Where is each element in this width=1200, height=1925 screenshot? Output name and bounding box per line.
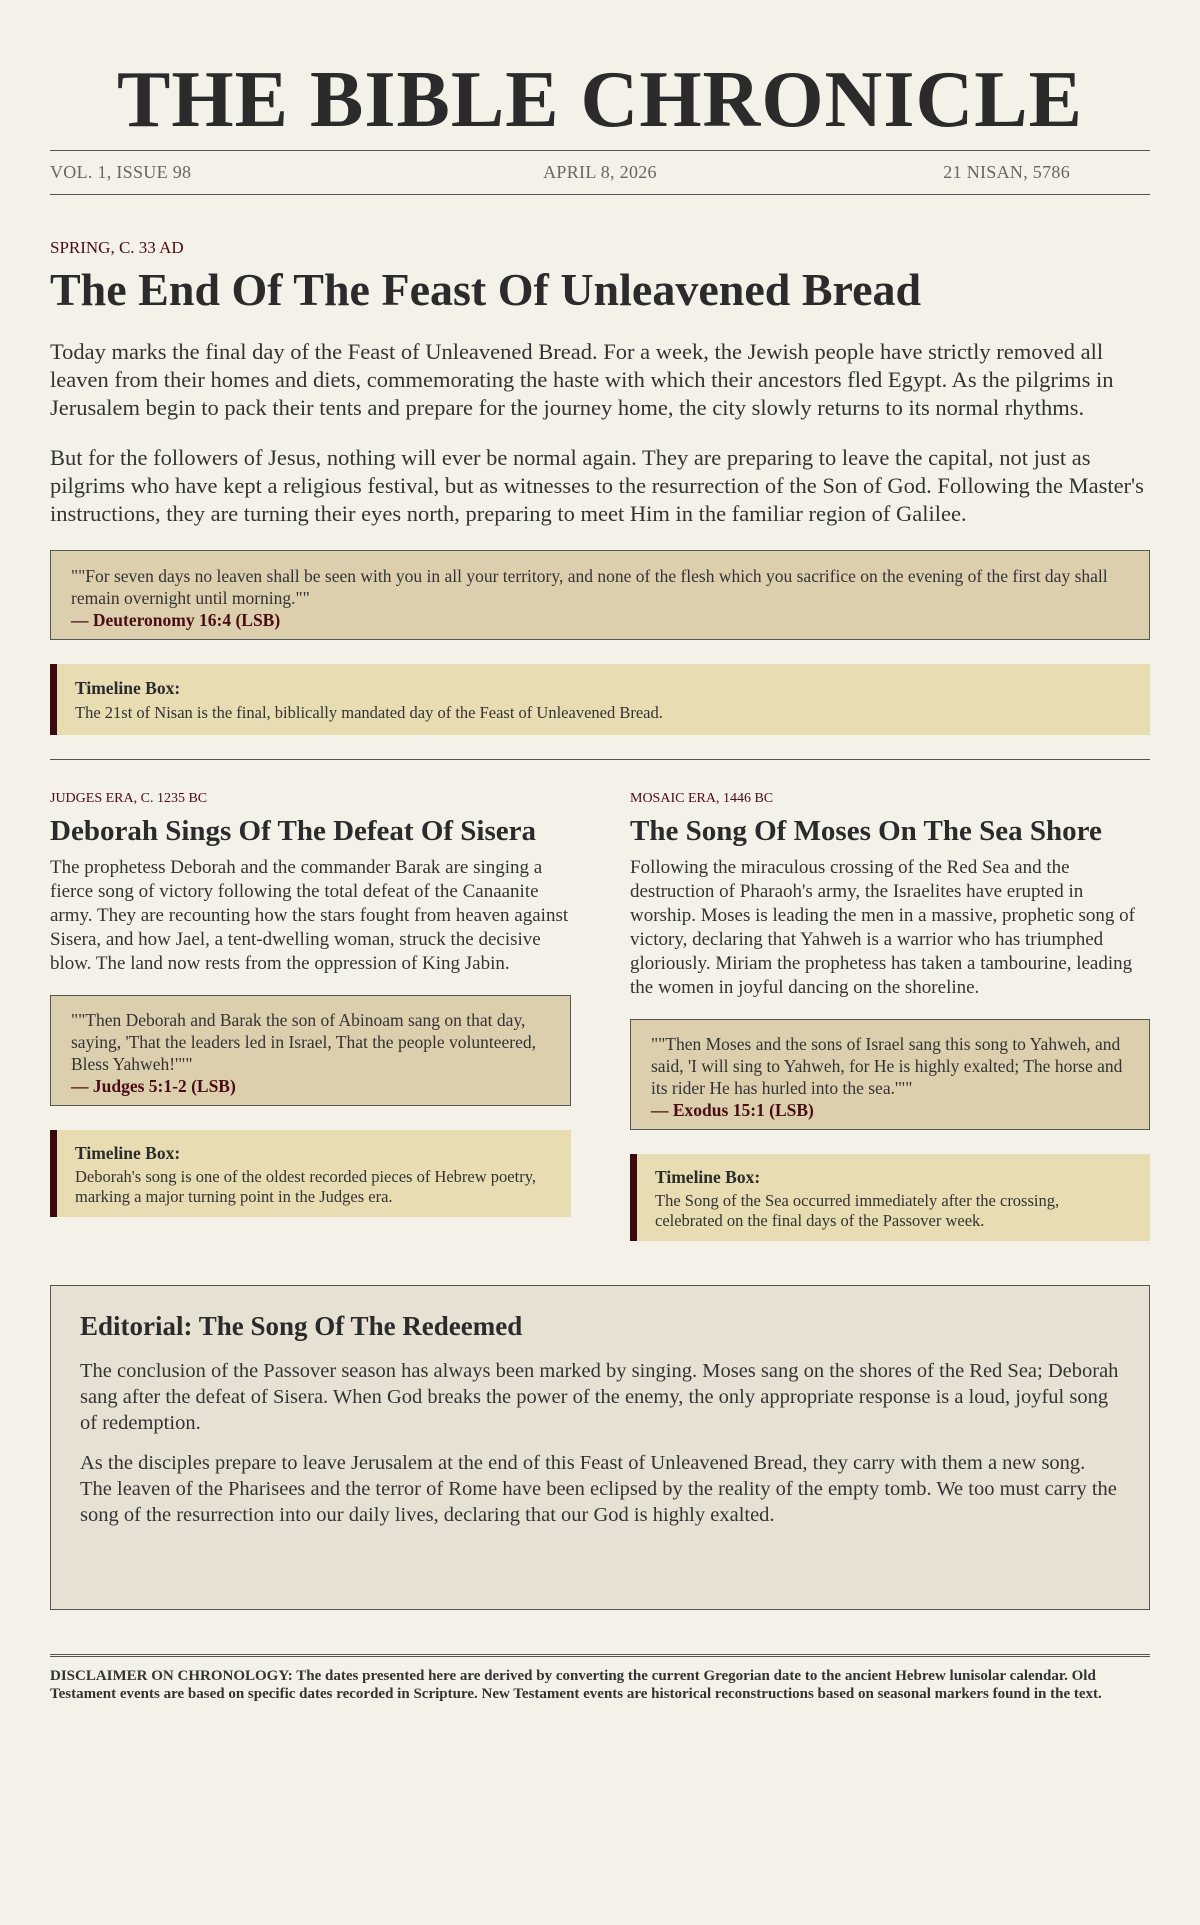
article-paragraph: The prophetess Deborah and the commander Barak are singing a fierce song of victory following the total defeat of the Canaanite army. They are recounting how the stars fought from heaven against Sisera, and how Jael, a tent-dwelling woman, struck the decisive blow. The land now rests from the oppression of King Jabin. (50, 857, 569, 974)
chronology-disclaimer: DISCLAIMER ON CHRONOLOGY: The dates presented here are derived by converting the current Gregorian date to the ancient Hebrew lunisolar calendar. Old Testament events are based on specific dates recorded in Scripture. New Testament events are historical reconstructions based on seasonal markers found in the text. (50, 1668, 1102, 1702)
article-headline: The Song Of Moses On The Sea Shore (630, 815, 1102, 847)
scripture-quote (50, 550, 1150, 640)
quote-text: ""For seven days no leaven shall be seen with you in all your territory, and none of the flesh which you sacrifice on the evening of the first day shall remain overnight until morning."" (71, 566, 1108, 608)
quote-citation: — Exodus 15:1 (LSB) (651, 1100, 814, 1120)
article-era-label: MOSAIC ERA, 1446 BC (630, 791, 774, 806)
timeline-box (50, 1130, 571, 1217)
quote-text: ""Then Moses and the sons of Israel sang this song to Yahweh, and said, 'I will sing to Yahweh, for He is highly exalted; The horse and its rider He has hurled into the sea.'"" (651, 1034, 1123, 1098)
volume-issue: VOL. 1, ISSUE 98 (50, 162, 192, 182)
timeline-box (50, 664, 1150, 735)
timeline-text: Deborah's song is one of the oldest recorded pieces of Hebrew poetry, marking a major turning point in the Judges era. (75, 1167, 537, 1206)
lead-era-label: SPRING, C. 33 AD (50, 238, 184, 257)
scripture-quote (630, 1019, 1150, 1130)
timeline-box (630, 1154, 1150, 1241)
editorial-paragraph: The conclusion of the Passover season has always been marked by singing. Moses sang on the shores of the Red Sea; Deborah sang after the defeat of Sisera. When God breaks the power of the enemy, the only appropriate response is a loud, joyful song of redemption. (80, 1360, 1119, 1434)
timeline-label: Timeline Box: (75, 1143, 181, 1163)
publication-date: APRIL 8, 2026 (543, 162, 657, 182)
editorial-paragraph: As the disciples prepare to leave Jerusalem at the end of this Feast of Unleavened Bread, they carry with them a new song. The leaven of the Pharisees and the terror of Rome have been eclipsed by the reality of the empty tomb. We too must carry the song of the resurrection into our daily lives, declaring that our God is highly exalted. (80, 1452, 1117, 1526)
dateline (50, 150, 1150, 195)
quote-text: ""Then Deborah and Barak the son of Abinoam sang on that day, saying, 'That the leaders led in Israel, That the people volunteered, Bless Yahweh!'"" (71, 1010, 536, 1074)
lead-headline: The End Of The Feast Of Unleavened Bread (50, 264, 922, 315)
deborah-article (50, 791, 571, 1241)
editorial-title: Editorial: The Song Of The Redeemed (80, 1311, 523, 1341)
scripture-quote (50, 995, 571, 1106)
lead-paragraph: Today marks the final day of the Feast of Unleavened Bread. For a week, the Jewish people have strictly removed all leaven from their homes and diets, commemorating the haste with which their ancestors fled Egypt. As the pilgrims in Jerusalem begin to pack their tents and prepare for the journey home, the city slowly returns to its normal rhythms. (50, 339, 1114, 420)
section-divider (50, 759, 1150, 760)
timeline-text: The Song of the Sea occurred immediately after the crossing, celebrated on the final days of the Passover week. (655, 1191, 1060, 1230)
moses-article (630, 791, 1150, 1241)
timeline-label: Timeline Box: (655, 1167, 761, 1187)
lead-paragraph: But for the followers of Jesus, nothing will ever be normal again. They are preparing to leave the capital, not just as pilgrims who have kept a religious festival, but as witnesses to the resurrection of the Son of God. Following the Master's instructions, they are turning their eyes north, preparing to meet Him in the familiar region of Galilee. (50, 445, 1144, 526)
quote-citation: — Judges 5:1-2 (LSB) (71, 1076, 236, 1096)
article-paragraph: Following the miraculous crossing of the Red Sea and the destruction of Pharaoh's army, the Israelites have erupted in worship. Moses is leading the men in a massive, prophetic song of victory, declaring that Yahweh is a warrior who has triumphed gloriously. Miriam the prophetess has taken a tambourine, leading the women in joyful dancing on the shoreline. (630, 857, 1136, 998)
quote-citation: — Deuteronomy 16:4 (LSB) (71, 610, 281, 630)
article-headline: Deborah Sings Of The Defeat Of Sisera (50, 815, 537, 847)
article-era-label: JUDGES ERA, C. 1235 BC (50, 791, 208, 806)
timeline-label: Timeline Box: (75, 678, 181, 698)
two-column-section (50, 791, 1150, 1241)
footer (50, 1654, 1150, 1703)
masthead-title: THE BIBLE CHRONICLE (117, 56, 1083, 144)
editorial-box (50, 1285, 1150, 1610)
lead-article (50, 238, 1150, 735)
timeline-text: The 21st of Nisan is the final, biblically mandated day of the Feast of Unleavened Bread. (75, 703, 663, 722)
hebrew-date: 21 NISAN, 5786 (943, 162, 1070, 182)
